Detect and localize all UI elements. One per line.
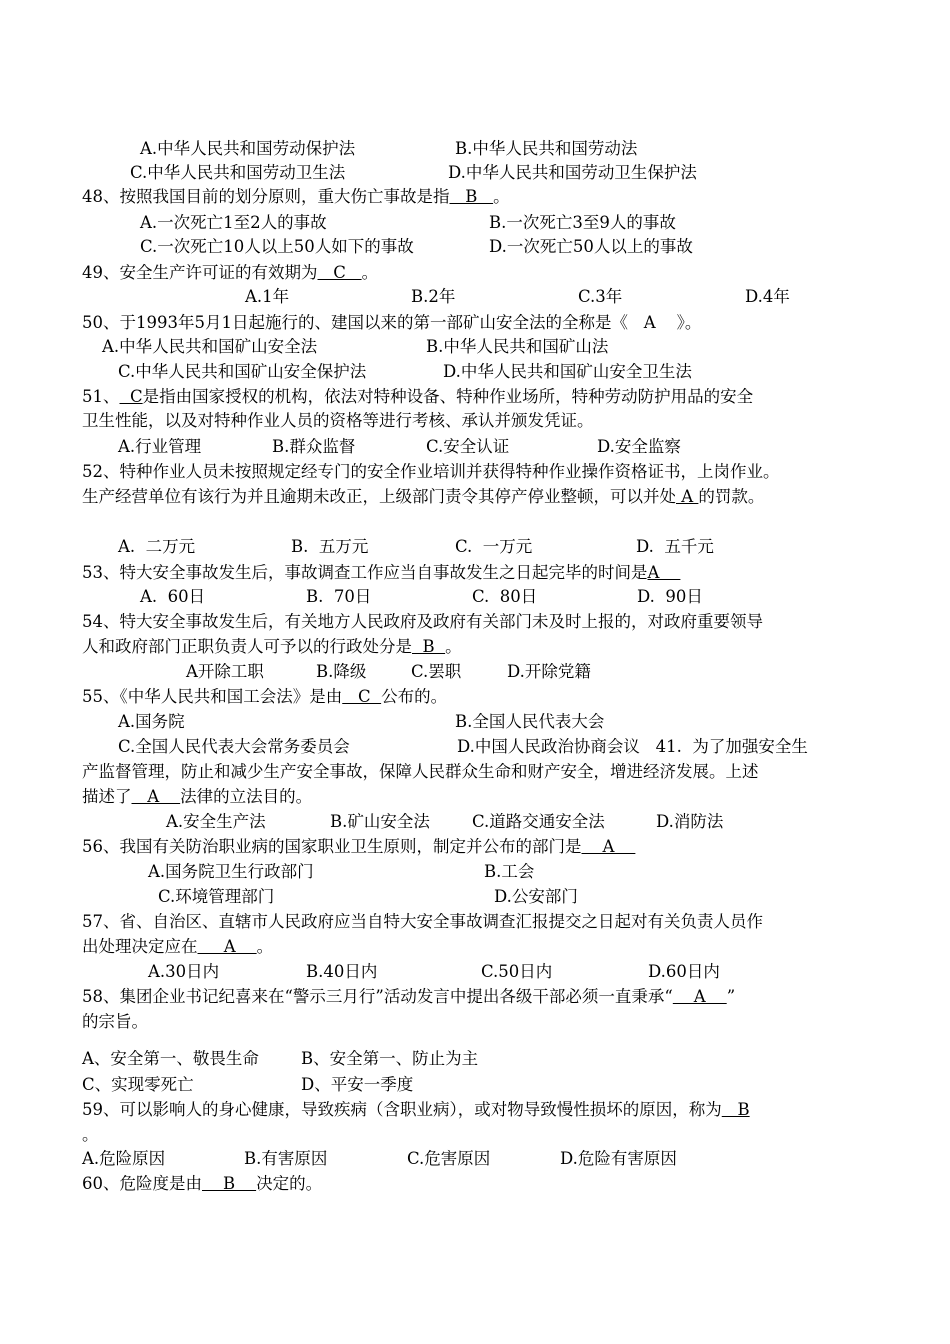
- option-d: D.4年: [745, 287, 790, 306]
- question-text-end: 。: [493, 187, 510, 206]
- option-c: C.中华人民共和国矿山安全保护法: [118, 362, 367, 381]
- option-d: D.开除党籍: [507, 662, 591, 681]
- question-line: [82, 911, 763, 933]
- question-text: 的宗旨。: [82, 1012, 148, 1031]
- question-text: 描述了: [82, 787, 132, 806]
- option-d: D. 五千元: [636, 537, 714, 556]
- option-c: C.全国人民代表大会常务委员会: [118, 737, 350, 756]
- question-line: [82, 186, 510, 208]
- question-line: [82, 1173, 322, 1195]
- option-b: B.一次死亡3至9人的事故: [489, 213, 676, 232]
- answer-blank: A: [672, 987, 727, 1006]
- option-a: A.一次死亡1至2人的事故: [140, 213, 327, 232]
- option-b: B.降级: [316, 662, 367, 681]
- option-c: C.安全认证: [426, 437, 510, 456]
- option-a: A.中华人民共和国劳动保护法: [140, 139, 356, 158]
- question-text: 54、特大安全事故发生后，有关地方人民政府及政府有关部门未及时上报的，对政府重要领导: [82, 612, 763, 631]
- answer-blank: C: [317, 263, 362, 282]
- question-text: 50、于1993年5月1日起施行的、建国以来的第一部矿山安全法的全称是《 A 》。: [82, 313, 702, 332]
- option-d: D.危险有害原因: [560, 1149, 677, 1168]
- answer-blank: C: [119, 387, 143, 406]
- question-line: [82, 936, 273, 958]
- option-c: C. 一万元: [455, 537, 533, 556]
- option-d: D.中国人民政治协商会议 41. 为了加强安全生: [457, 737, 808, 756]
- question-line: [82, 786, 312, 808]
- option-c: C.一次死亡10人以上50人如下的事故: [140, 237, 414, 256]
- option-d: D.安全监察: [597, 437, 681, 456]
- answer-blank: C: [342, 687, 382, 706]
- question-line: [82, 686, 447, 708]
- option-a: A、安全第一、敬畏生命: [82, 1049, 259, 1068]
- option-c: C.3年: [578, 287, 623, 306]
- option-a: A.国务院: [118, 712, 185, 731]
- option-b: B.工会: [484, 862, 535, 881]
- question-line: [82, 761, 759, 783]
- answer-blank: B: [412, 637, 446, 656]
- question-text-end: 。: [445, 637, 462, 656]
- question-text: 卫生性能，以及对特种作业人员的资格等进行考核、承认并颁发凭证。: [82, 411, 594, 430]
- option-b: B.中华人民共和国矿山法: [426, 337, 609, 356]
- question-line: [82, 312, 701, 334]
- option-d: D.中华人民共和国劳动卫生保护法: [448, 163, 697, 182]
- option-d: D、平安一季度: [301, 1075, 414, 1094]
- option-c: C. 80日: [472, 587, 538, 606]
- option-a: A.1年: [245, 287, 290, 306]
- option-a: A.危险原因: [82, 1149, 166, 1168]
- option-b: B. 70日: [306, 587, 372, 606]
- answer-blank: A: [647, 563, 681, 582]
- question-text: 产监督管理，防止和减少生产安全事故，保障人民群众生命和财产安全，增进经济发展。上述: [82, 762, 759, 781]
- option-c: C、实现零死亡: [82, 1075, 194, 1094]
- question-text: 57、省、自治区、直辖市人民政府应当自特大安全事故调查汇报提交之日起对有关负责人员作: [82, 912, 763, 931]
- question-line: [82, 636, 462, 658]
- option-b: B.矿山安全法: [330, 812, 430, 831]
- option-a: A.中华人民共和国矿山安全法: [102, 337, 318, 356]
- option-b: B、安全第一、防止为主: [301, 1049, 479, 1068]
- question-line: [82, 562, 680, 584]
- question-text-end: 。: [256, 937, 274, 956]
- question-text-end: 决定的。: [256, 1174, 323, 1193]
- option-d: D.60日内: [648, 962, 720, 981]
- answer-blank: A: [131, 787, 181, 806]
- question-text-end: 的罚款。: [698, 487, 765, 506]
- option-b: B.全国人民代表大会: [455, 712, 605, 731]
- question-text: 58、集团企业书记纪喜来在“警示三月行”活动发言中提出各级干部必须一直秉承“: [82, 987, 673, 1006]
- option-c: C.50日内: [481, 962, 553, 981]
- question-text-end: ”: [726, 987, 736, 1006]
- question-line: [82, 386, 753, 408]
- question-text: 。: [82, 1125, 99, 1144]
- answer-blank: B: [202, 1174, 257, 1193]
- question-line: [82, 611, 763, 633]
- option-b: B.中华人民共和国劳动法: [455, 139, 638, 158]
- option-c: C.危害原因: [407, 1149, 491, 1168]
- option-c: C.罢职: [411, 662, 462, 681]
- question-text: 55、《中华人民共和国工会法》是由: [82, 687, 343, 706]
- question-text: 生产经营单位有该行为并且逾期未改正，上级部门责令其停产停业整顿，可以并处: [82, 487, 676, 506]
- question-line: [82, 1011, 148, 1033]
- question-text-end: 。: [361, 263, 379, 282]
- question-line: [82, 486, 764, 508]
- question-line: [82, 986, 735, 1008]
- answer-blank: B: [721, 1100, 750, 1119]
- option-d: D. 90日: [637, 587, 703, 606]
- option-a: A.安全生产法: [166, 812, 266, 831]
- question-text: 56、我国有关防治职业病的国家职业卫生原则，制定并公布的部门是: [82, 837, 582, 856]
- question-text: 人和政府部门正职负责人可予以的行政处分是: [82, 637, 412, 656]
- question-line: [82, 1124, 99, 1146]
- question-text-end: 公布的。: [381, 687, 448, 706]
- option-c: C.中华人民共和国劳动卫生法: [130, 163, 346, 182]
- option-d: D.公安部门: [494, 887, 578, 906]
- question-text: 出处理决定应在: [82, 937, 198, 956]
- question-text: 59、可以影响人的身心健康，导致疾病（含职业病），或对物导致慢性损坏的原因，称为: [82, 1100, 722, 1119]
- answer-blank: A: [197, 937, 257, 956]
- option-a: A开除工职: [186, 662, 264, 681]
- question-line: [82, 1099, 750, 1121]
- option-d: D.一次死亡50人以上的事故: [489, 237, 693, 256]
- answer-blank: A: [676, 487, 699, 506]
- option-c: C.道路交通安全法: [472, 812, 605, 831]
- question-line: [82, 461, 780, 483]
- question-text: 48、按照我国目前的划分原则，重大伤亡事故是指: [82, 187, 450, 206]
- option-a: A. 60日: [140, 587, 206, 606]
- option-a: A.行业管理: [118, 437, 202, 456]
- option-d: D.消防法: [656, 812, 724, 831]
- option-b: B.群众监督: [272, 437, 356, 456]
- question-line: [82, 410, 594, 432]
- option-d: D.中华人民共和国矿山安全卫生法: [443, 362, 692, 381]
- option-a: A.30日内: [148, 962, 220, 981]
- option-c: C.环境管理部门: [158, 887, 275, 906]
- question-text: 51、: [82, 387, 120, 406]
- question-text-end: 是指由国家授权的机构，依法对特种设备、特种作业场所，特种劳动防护用品的安全: [142, 387, 754, 406]
- question-line: [82, 262, 378, 284]
- question-text-end: 法律的立法目的。: [180, 787, 313, 806]
- option-a: A.国务院卫生行政部门: [148, 862, 314, 881]
- question-line: [82, 836, 635, 858]
- option-b: B.有害原因: [244, 1149, 328, 1168]
- option-a: A. 二万元: [118, 537, 196, 556]
- question-text: 60、危险度是由: [82, 1174, 202, 1193]
- option-b: B.40日内: [306, 962, 378, 981]
- answer-blank: B: [449, 187, 494, 206]
- option-b: B.2年: [411, 287, 456, 306]
- question-text: 53、特大安全事故发生后，事故调查工作应当自事故发生之日起完毕的时间是: [82, 563, 648, 582]
- option-b: B. 五万元: [291, 537, 369, 556]
- answer-blank: A: [581, 837, 636, 856]
- question-text: 52、特种作业人员未按照规定经专门的安全作业培训并获得特种作业操作资格证书，上岗作业。: [82, 462, 780, 481]
- question-text: 49、安全生产许可证的有效期为: [82, 263, 318, 282]
